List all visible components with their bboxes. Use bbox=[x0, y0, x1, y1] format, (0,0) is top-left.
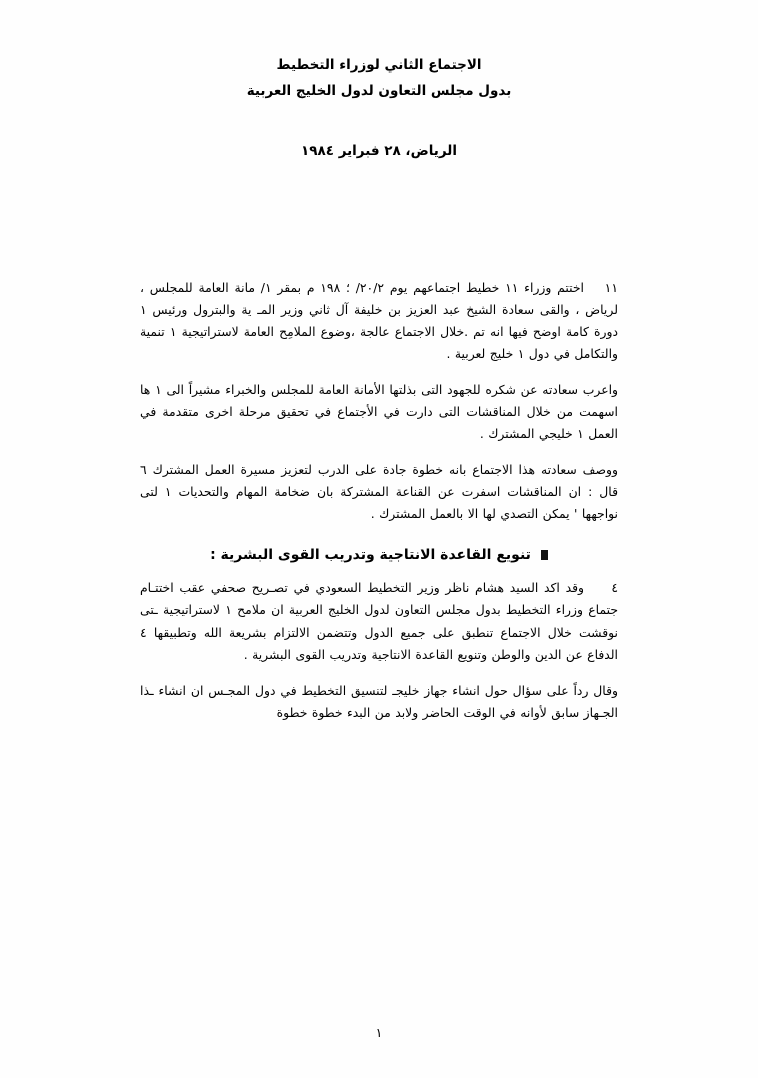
paragraph-2-text: واعرب سعادته عن شكره للجهود التى بذلتها الأمانة العامة للمجلس والخبراء مشيراً الى ١ ها اسهمت من خلال المناقشات التى دارت في الأجتماع في تحقيق مرحلة اخرى متقدمة في العمل ١ خليجي المشترك . bbox=[140, 381, 619, 442]
section-paragraph-1 bbox=[140, 577, 618, 665]
title-line-2: بدول مجلس التعاون لدول الخليج العربية bbox=[246, 83, 512, 100]
paragraph-1 bbox=[140, 277, 618, 365]
section-body bbox=[140, 577, 618, 723]
section-paragraph-1-text: وقد اكد السيد هشام ناظر وزير التخطيط السعودي في تصـريح صحفي عقب اختتـام جتماع وزراء التخطيط بدول مجلس التعاون لدول الخليج العربية ان ملامح ١ لاستراتيجية ـتى نوقشت خلال الاجتماع تنطبق على جميع الدول وتتضمن الالتزام بشريعة الله وتطبيقها ٤ الدفاع عن الدين والوطن وتنويع القاعدة الانتاجية وتدريب القوى البشرية . bbox=[140, 580, 619, 662]
title-line-1: الاجتماع الثاني لوزراء التخطيط bbox=[276, 57, 482, 73]
section-heading bbox=[140, 547, 618, 563]
section-paragraph-2-text: وقال رداً على سؤال حول انشاء جهاز خليجـ لتنسيق التخطيط في دول المجـس ان انشاء ـذا الجـهاز سابق لأوانه في الوقت الحاضر ولابد من البدء خطوة خطوة bbox=[140, 682, 618, 720]
document-title bbox=[140, 52, 618, 105]
section-paragraph-2 bbox=[140, 680, 618, 724]
body-block bbox=[140, 277, 618, 724]
section-heading-text: تنويع القاعدة الانتاجية وتدريب القوى البشرية : bbox=[210, 547, 531, 564]
place-and-date: الرياض، ٢٨ فبراير ١٩٨٤ bbox=[301, 142, 457, 159]
paragraph-3 bbox=[140, 459, 618, 525]
paragraph-1-text: اختتم وزراء ١١ خطيط اجتماعهم يوم ٢٠/٢/ ؛ ١٩٨ م بمقر ١/ مانة العامة للمجلس ، لرياض ، والقى سعادة الشيخ عبد العزيز بن خليفة آل ثاني وزير المـ ية والبترول ورئيس ١ دورة كامة اوضح فيها انه تم .خلال الاجتماع عالجة ،وضوع الملامِح العامة لاستراتيجية ١ تنمية والتكامل في دول ١ خليج لعربية . bbox=[140, 279, 618, 361]
paragraph-2 bbox=[140, 379, 618, 445]
page-number: ١ bbox=[375, 1025, 383, 1040]
paragraph-1-lead: ١١ bbox=[604, 279, 618, 295]
square-bullet-icon bbox=[541, 550, 548, 560]
title-body-spacer bbox=[140, 159, 618, 277]
document-content bbox=[140, 52, 618, 738]
paragraph-3-text: ووصف سعادته هذا الاجتماع بانه خطوة جادة على الدرب لتعزيز مسيرة العمل المشترك ٦ قال : ان المناقشات اسفرت عن القناعة المشتركة بان ضخامة المهام والتحديات ١ لتى نواجهها ' يمكن التصدي لها الا بالعمل المشترك . bbox=[140, 462, 618, 522]
section-paragraph-1-lead: ٤ bbox=[611, 580, 618, 596]
